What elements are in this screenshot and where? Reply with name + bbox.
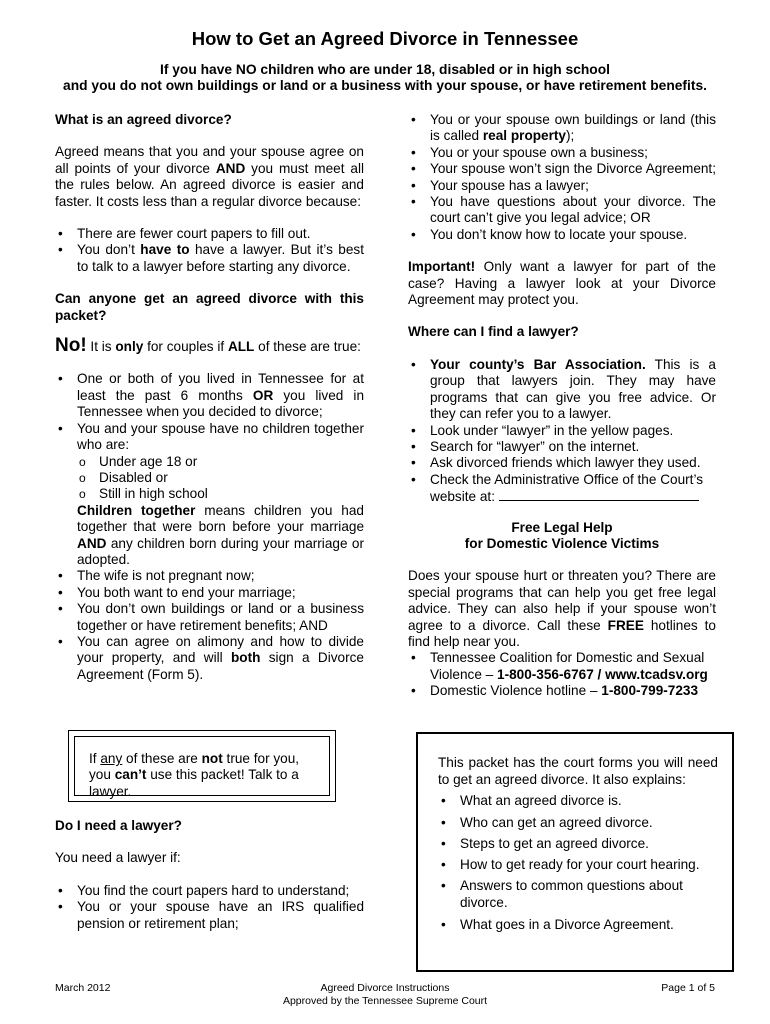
list-item: • You don’t have to have a lawyer. But it’s best to talk to a lawyer before starting any divorce. xyxy=(55,242,364,275)
sub-list-item: o Disabled or xyxy=(77,470,364,486)
list-item: • You can agree on alimony and how to divide your property, and will both sign a Divorce Agreement (Form 5). xyxy=(55,634,364,683)
sub-list-item: o Under age 18 or xyxy=(77,454,364,470)
list-item: • You or your spouse have an IRS qualified pension or retirement plan; xyxy=(55,899,364,932)
list-need-lawyer xyxy=(55,883,364,932)
list-item: • How to get ready for your court hearing. xyxy=(438,856,718,873)
packet-info-box xyxy=(416,732,734,972)
list-item: • You have questions about your divorce. The court can’t give you legal advice; OR xyxy=(408,194,716,227)
list-item: • You don’t know how to locate your spouse. xyxy=(408,227,716,243)
footer-page-number: Page 1 of 5 xyxy=(661,982,715,994)
sub-list-item: o Still in high school xyxy=(77,486,364,502)
list-item: • What goes in a Divorce Agreement. xyxy=(438,916,718,933)
right-column xyxy=(408,112,716,700)
list-item: • Look under “lawyer” in the yellow pages. xyxy=(408,423,716,439)
list-item: • The wife is not pregnant now; xyxy=(55,568,364,584)
list-item: • You or your spouse own a business; xyxy=(408,145,716,161)
heading-can-anyone: Can anyone get an agreed divorce with this packet? xyxy=(55,291,364,323)
list-item: • Your spouse won’t sign the Divorce Agreement; xyxy=(408,161,716,177)
list-hotlines xyxy=(408,650,716,699)
list-packet-explains xyxy=(438,792,718,932)
left-column xyxy=(55,112,364,683)
list-item: • You and your spouse have no children together who are: o Under age 18 or o Disabled or o Still in high school xyxy=(55,421,364,503)
list-item: • Your county’s Bar Association. This is a group that lawyers join. They may have programs that can give you free advice. Or they can refer you to a lawyer. xyxy=(408,357,716,423)
list-item: • Answers to common questions about divorce. xyxy=(438,877,718,911)
list-item: • You find the court papers hard to understand; xyxy=(55,883,364,899)
list-find-lawyer xyxy=(408,357,716,506)
list-item: • Steps to get an agreed divorce. xyxy=(438,835,718,852)
paragraph-important: Important! Only want a lawyer for part of the case? Having a lawyer look at your Divorce Agreement may protect you. xyxy=(408,259,716,308)
list-item: • Check the Administrative Office of the Court’s website at: xyxy=(408,472,716,506)
page-title: How to Get an Agreed Divorce in Tennessee xyxy=(191,28,579,49)
paragraph-need-lawyer: You need a lawyer if: xyxy=(55,850,181,866)
heading-free-legal-help: Free Legal Help for Domestic Violence Victims xyxy=(464,519,660,551)
packet-info-intro: This packet has the court forms you will need to get an agreed divorce. It also explains: xyxy=(438,755,718,788)
page-subtitle xyxy=(0,62,770,94)
footer-date: March 2012 xyxy=(55,982,111,994)
paragraph-no: No! It is only for couples if ALL of these are true: xyxy=(55,335,361,357)
heading-find-lawyer: Where can I find a lawyer? xyxy=(408,324,579,340)
sub-list-children xyxy=(77,454,364,503)
list-item: • One or both of you lived in Tennessee for at least the past 6 months OR you lived in Tennessee when you decided to divorce; xyxy=(55,371,364,420)
list-item: • Who can get an agreed divorce. xyxy=(438,814,718,831)
list-item: • Domestic Violence hotline – 1-800-799-7233 xyxy=(408,683,716,699)
list-item: • You both want to end your marriage; xyxy=(55,585,364,601)
warning-box-inner: If any of these are not true for you, you can’t use this packet! Talk to a lawyer. xyxy=(74,736,330,796)
list-item: • Tennessee Coalition for Domestic and Sexual Violence – 1-800-356-6767 / www.tcadsv.org xyxy=(408,650,716,683)
list-need-lawyer-continued xyxy=(408,112,716,243)
footer-center xyxy=(0,982,770,1008)
warning-box xyxy=(68,730,336,802)
paragraph-domestic-violence: Does your spouse hurt or threaten you? There are special programs that can help you get free legal advice. They can also help if your spouse won’t agree to a divorce. Call these FREE hotlines to find help near you. xyxy=(408,568,716,649)
footer-doc-name: Agreed Divorce Instructions xyxy=(320,982,450,994)
list-item: • You don’t own buildings or land or a business together or have retirement benefits; AND xyxy=(55,601,364,634)
list-item: • Your spouse has a lawyer; xyxy=(408,178,716,194)
subtitle-line-2: and you do not own buildings or land or a business with your spouse, or have retirement benefits. xyxy=(63,78,707,93)
list-item: • Ask divorced friends which lawyer they used. xyxy=(408,455,716,471)
heading-what-is: What is an agreed divorce? xyxy=(55,112,232,127)
list-requirements xyxy=(55,371,364,683)
children-together-definition: Children together means children you had together that were born before your marriage AND any children born during your marriage or adopted. xyxy=(77,502,364,567)
list-item: • You or your spouse own buildings or land (this is called real property); xyxy=(408,112,716,145)
subtitle-line-1: If you have NO children who are under 18, disabled or in high school xyxy=(159,62,610,77)
footer-approval: Approved by the Tennessee Supreme Court xyxy=(282,995,488,1007)
left-column-lower xyxy=(55,818,364,932)
paragraph-agreed-means: Agreed means that you and your spouse agree on all points of your divorce AND you must meet all the rules below. An agreed divorce is easier and faster. It costs less than a regular divorce because: xyxy=(55,144,364,209)
list-reasons xyxy=(55,226,364,275)
heading-need-lawyer: Do I need a lawyer? xyxy=(55,818,182,833)
list-item: • What an agreed divorce is. xyxy=(438,792,718,809)
website-blank-line xyxy=(499,488,699,501)
list-item: • There are fewer court papers to fill out. xyxy=(55,226,364,242)
list-item: • Search for “lawyer” on the internet. xyxy=(408,439,716,455)
